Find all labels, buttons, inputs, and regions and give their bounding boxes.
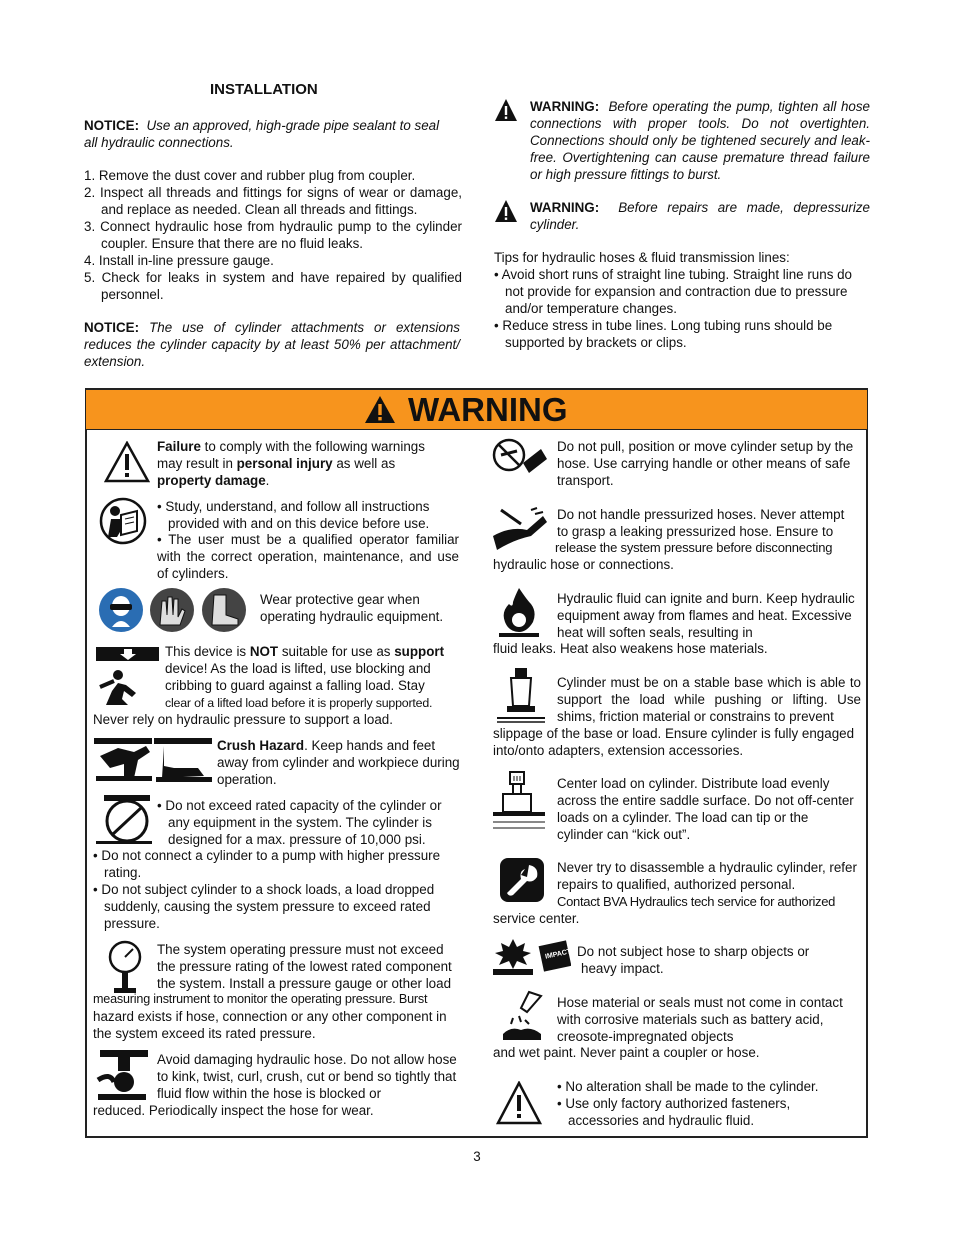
failure-warning: Failure to comply with the following warnings may result in personal injury as well as property damage.: [157, 439, 425, 488]
installation-steps: [84, 167, 462, 303]
caution-triangle-icon: [496, 1081, 542, 1125]
pressurized-hoses: Do not handle pressurized hoses. Never attempt to grasp a leaking pressurized hose. Ensure to: [557, 507, 845, 539]
step-2: 2. Inspect all threads and fittings for signs of wear or damage, and replace as needed. Clean all threads and fittings.: [84, 185, 462, 217]
rated-capacity-warning: • Do not exceed rated capacity of the cylinder or any equipment in the system. The cylinder is designed for a max. pressure of 10,000 psi.: [157, 798, 442, 847]
burst-hazard: hazard exists if hose, connection or any other component in the system exceed its rated pressure.: [93, 1009, 447, 1041]
not-support-device: This device is NOT suitable for use as support device! As the load is lifted, use blocking and cribbing to guard against a falling load. Stay clear of a lifted load before it is properly supported.: [165, 644, 445, 710]
warning-triangle-icon: [494, 98, 518, 122]
never-paint: and wet paint. Never paint a coupler or hose.: [493, 1045, 760, 1060]
step-4: 4. Install in-line pressure gauge.: [84, 253, 274, 268]
pressurized-hose-icon: [491, 506, 549, 556]
no-disassemble: Never try to disassemble a hydraulic cylinder, refer repairs to qualified, authorized personal.: [557, 860, 857, 892]
center-load-icon: [491, 770, 547, 834]
impact-label: IMPACT: [544, 948, 572, 961]
crush-hazard-icon: [94, 738, 212, 782]
corrosive-materials: Hose material or seals must not come in contact with corrosive materials such as battery acid, creosote-impregnated objects: [557, 995, 843, 1044]
no-alteration: • No alteration shall be made to the cylinder. • Use only factory authorized fasteners, accessories and hydraulic fluid.: [557, 1079, 819, 1128]
tip-item: • Reduce stress in tube lines. Long tubing runs should be supported by brackets or clips.: [494, 318, 833, 350]
stable-base-icon: [493, 668, 549, 724]
caution-triangle-icon: [104, 441, 150, 483]
fluid-leaks: fluid leaks. Heat also weakens hose materials.: [493, 641, 768, 656]
study-instructions: • Study, understand, and follow all instructions provided with and on this device before use.: [157, 499, 430, 531]
installation-title: INSTALLATION: [210, 81, 318, 98]
no-pull-by-hose: Do not pull, position or move cylinder setup by the hose. Use carrying handle or other means of safe transport.: [557, 439, 854, 488]
warning-triangle-icon: [364, 395, 396, 424]
avoid-hose-damage: Avoid damaging hydraulic hose. Do not allow hose to kink, twist, curl, crush, cut or bend so tightly that fluid flow within the hose is blocked or: [157, 1052, 457, 1101]
warning-tighten-connections: WARNING: Before operating the pump, tighten all hose connections with proper tools. Do not overtighten. Connections should only be tightened securely and leak-free. Overtightening can cause premature thread failure or high pressure fittings to burst.: [530, 99, 870, 182]
pressure-gauge-icon: [94, 795, 154, 847]
measuring-instrument: measuring instrument to monitor the operating pressure. Burst: [93, 992, 428, 1006]
tips-title: Tips for hydraulic hoses & fluid transmission lines:: [494, 250, 790, 265]
qualified-operator: • The user must be a qualified operator familiar with the correct operation, maintenance, and use of cylinders.: [157, 532, 459, 581]
step-3: 3. Connect hydraulic hose from hydraulic pump to the cylinder coupler. Ensure that there are no fluid leaks.: [84, 219, 462, 251]
center-load: Center load on cylinder. Distribute load evenly across the entire saddle surface. Do not off-center loads on a cylinder. The load can tip or the cylinder can “kick out”.: [557, 776, 854, 842]
falling-load-icon: [96, 647, 160, 707]
inspect-hose: reduced. Periodically inspect the hose for wear.: [93, 1103, 374, 1118]
stable-base: Cylinder must be on a stable base which is able to support the load while pushing or lifting. Use shims, friction material or constrains to prevent: [557, 675, 861, 724]
no-disassemble-icon: [499, 857, 545, 903]
hose-crush-icon: [96, 1050, 152, 1102]
tip-item: • Avoid short runs of straight line tubing. Straight line runs do not provide for expansion and contraction due to pressure and/or temperature changes.: [494, 267, 853, 316]
gauge-icon: [106, 940, 144, 996]
warning-title: WARNING: [408, 391, 568, 428]
system-pressure-gauge: The system operating pressure must not exceed the pressure rating of the lowest rated component the system. Install a pressure gauge or other load: [157, 942, 452, 991]
step-5: 5. Check for leaks in system and have repaired by qualified personnel.: [84, 270, 462, 302]
warning-header: [86, 390, 867, 430]
wear-protective-gear: Wear protective gear when operating hydraulic equipment.: [260, 592, 444, 624]
page-number: 3: [473, 1149, 481, 1164]
warning-depressurize: WARNING: Before repairs are made, depressurize cylinder.: [530, 200, 870, 232]
service-center: service center.: [493, 911, 580, 926]
sharp-objects: Do not subject hose to sharp objects or heavy impact.: [577, 944, 810, 976]
crush-hazard: Crush Hazard. Keep hands and feet away from cylinder and workpiece during operation.: [217, 738, 460, 787]
flammable-icon: [497, 586, 541, 638]
step-1: 1. Remove the dust cover and rubber plug from coupler.: [84, 168, 416, 183]
hose-tips: [494, 249, 864, 351]
protective-gear-icons: [98, 587, 248, 633]
contact-service: Contact BVA Hydraulics tech service for authorized: [557, 894, 836, 909]
corrosive-icon: [499, 990, 545, 1042]
no-pull-hose-icon: [491, 437, 549, 477]
slippage-warning: slippage of the base or load. Ensure cylinder is fully engaged into/onto adapters, extension accessories.: [493, 726, 855, 758]
never-rely-pressure: Never rely on hydraulic pressure to support a load.: [93, 712, 393, 727]
pump-pressure-warnings: • Do not connect a cylinder to a pump with higher pressure rating. • Do not subject cylinder to a shock loads, a load dropped suddenly, causing the system pressure to exceed rated pressure.: [93, 848, 441, 931]
disconnect-hose: hydraulic hose or connections.: [493, 557, 674, 572]
warning-triangle-icon: [494, 199, 518, 223]
fluid-ignite: Hydraulic fluid can ignite and burn. Keep hydraulic equipment away from flames and heat. Excessive heat will soften seals, resulting in: [557, 591, 855, 640]
notice-sealant: NOTICE: Use an approved, high-grade pipe sealant to seal all hydraulic connections.: [84, 118, 440, 150]
release-pressure: release the system pressure before disconnecting: [555, 540, 833, 555]
notice-attachments: NOTICE: The use of cylinder attachments or extensions reduces the cylinder capacity by at least 50% per attachment/ extension.: [84, 320, 460, 369]
